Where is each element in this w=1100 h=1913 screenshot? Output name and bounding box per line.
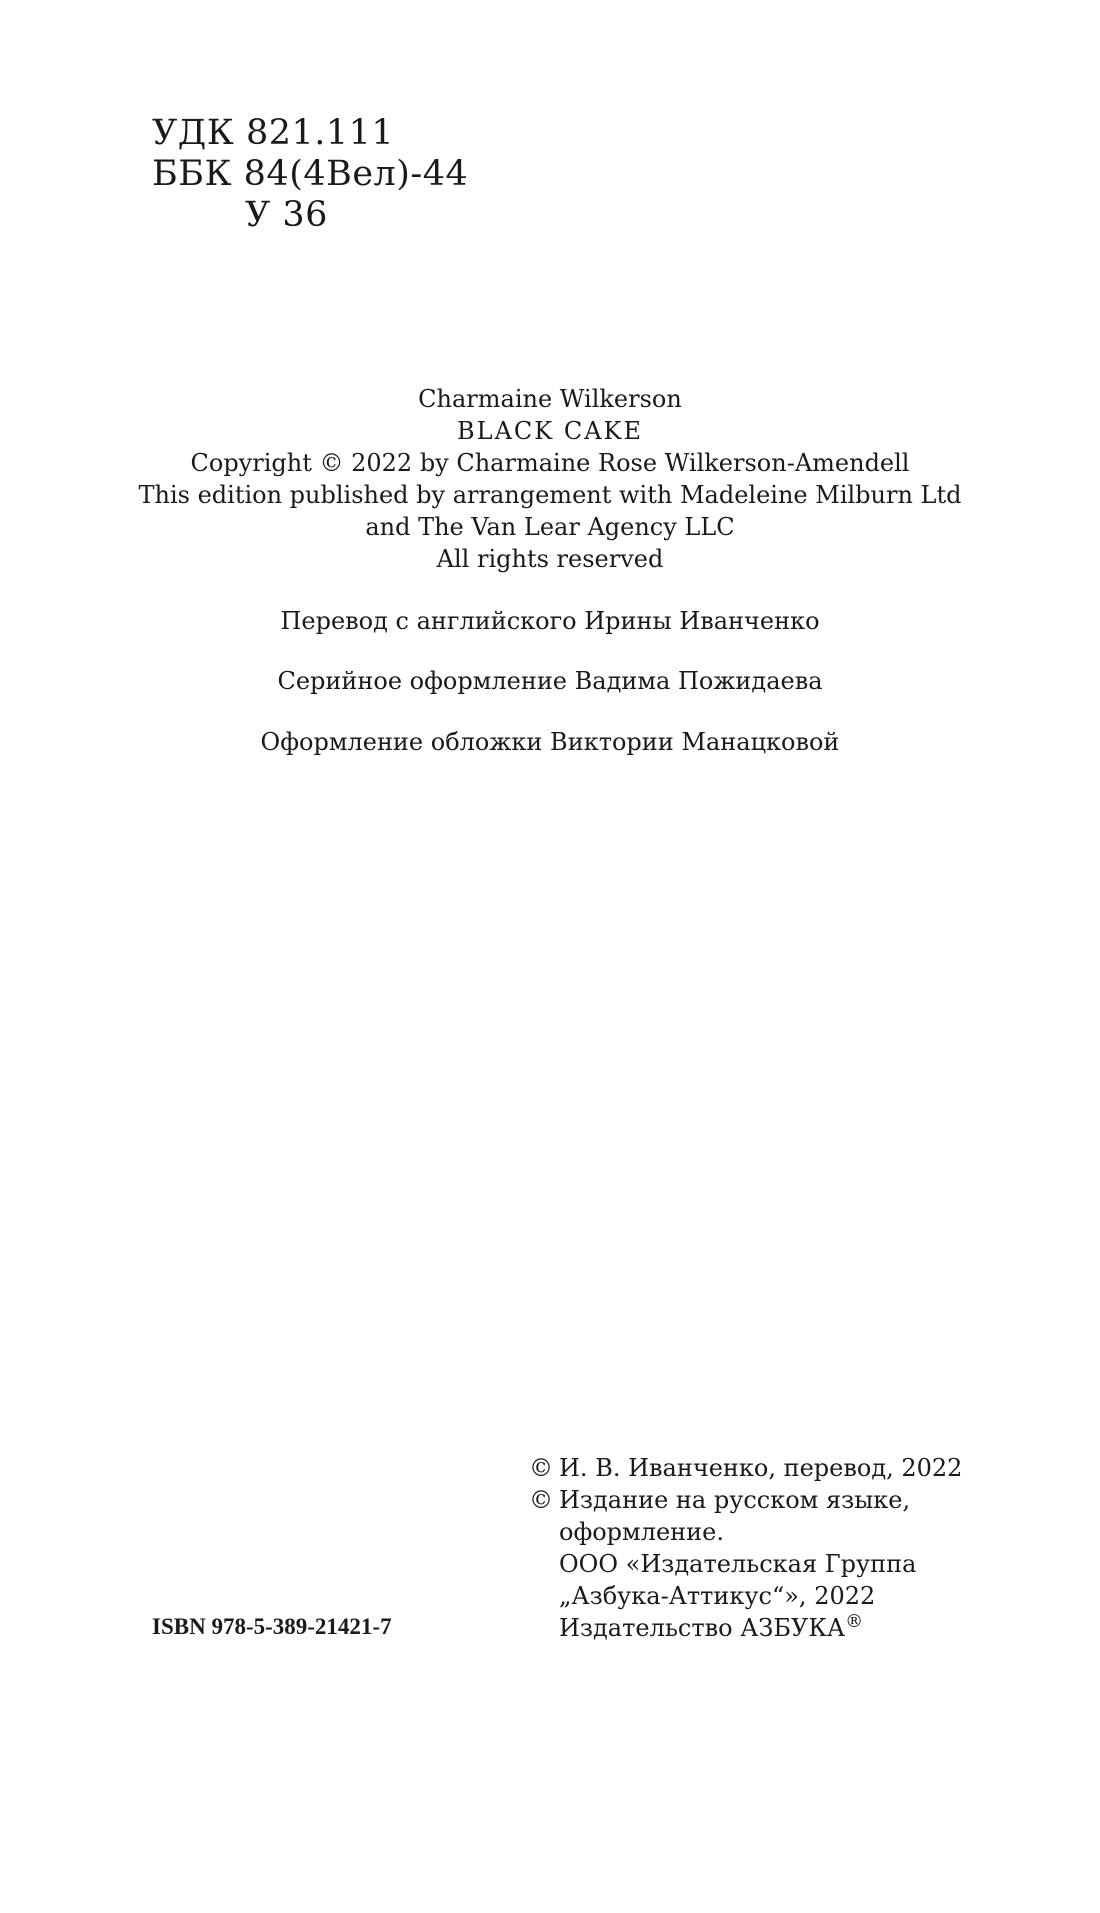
cover-design-credit: Оформление обложки Виктории Манацковой <box>260 728 840 756</box>
rights-reserved: All rights reserved <box>436 545 664 573</box>
translation-credit: Перевод с английского Ирины Иванченко <box>280 607 820 635</box>
copyright-symbol: © <box>529 1486 553 1514</box>
edition-copyright-line-4: „Азбука-Аттикус“», 2022 <box>559 1582 876 1610</box>
original-rights-block <box>0 383 1100 575</box>
edition-copyright-line-3: ООО «Издательская Группа <box>559 1550 917 1578</box>
registered-mark: ® <box>845 1611 864 1632</box>
translator-copyright <box>529 1452 962 1484</box>
arrangement-line-1: This edition published by arrangement with Madeleine Milburn Ltd <box>138 481 962 509</box>
original-author: Charmaine Wilkerson <box>418 385 682 413</box>
series-design-credit: Серийное оформление Вадима Пожидаева <box>277 667 823 695</box>
classification-codes <box>152 113 468 236</box>
publisher-name: Издательство АЗБУКА <box>559 1614 846 1642</box>
edition-copyright-line-2: оформление. <box>559 1518 724 1546</box>
isbn: ISBN 978-5-389-21421-7 <box>152 1614 392 1639</box>
bbk-code: ББК 84(4Вел)-44 <box>152 154 469 194</box>
edition-copyright-text: Издание на русском языке, <box>559 1486 911 1514</box>
original-title: BLACK CAKE <box>457 417 643 445</box>
russian-copyrights-block <box>529 1452 962 1644</box>
udk-code: УДК 821.111 <box>152 113 395 153</box>
translator-copyright-text: И. В. Иванченко, перевод, 2022 <box>559 1454 963 1482</box>
copyright-notice: Copyright © 2022 by Charmaine Rose Wilkerson-Amendell <box>190 449 910 477</box>
copyright-symbol: © <box>529 1454 553 1482</box>
author-mark: У 36 <box>245 195 328 235</box>
publisher-line <box>529 1612 962 1644</box>
edition-copyright <box>529 1484 962 1516</box>
arrangement-line-2: and The Van Lear Agency LLC <box>365 513 735 541</box>
